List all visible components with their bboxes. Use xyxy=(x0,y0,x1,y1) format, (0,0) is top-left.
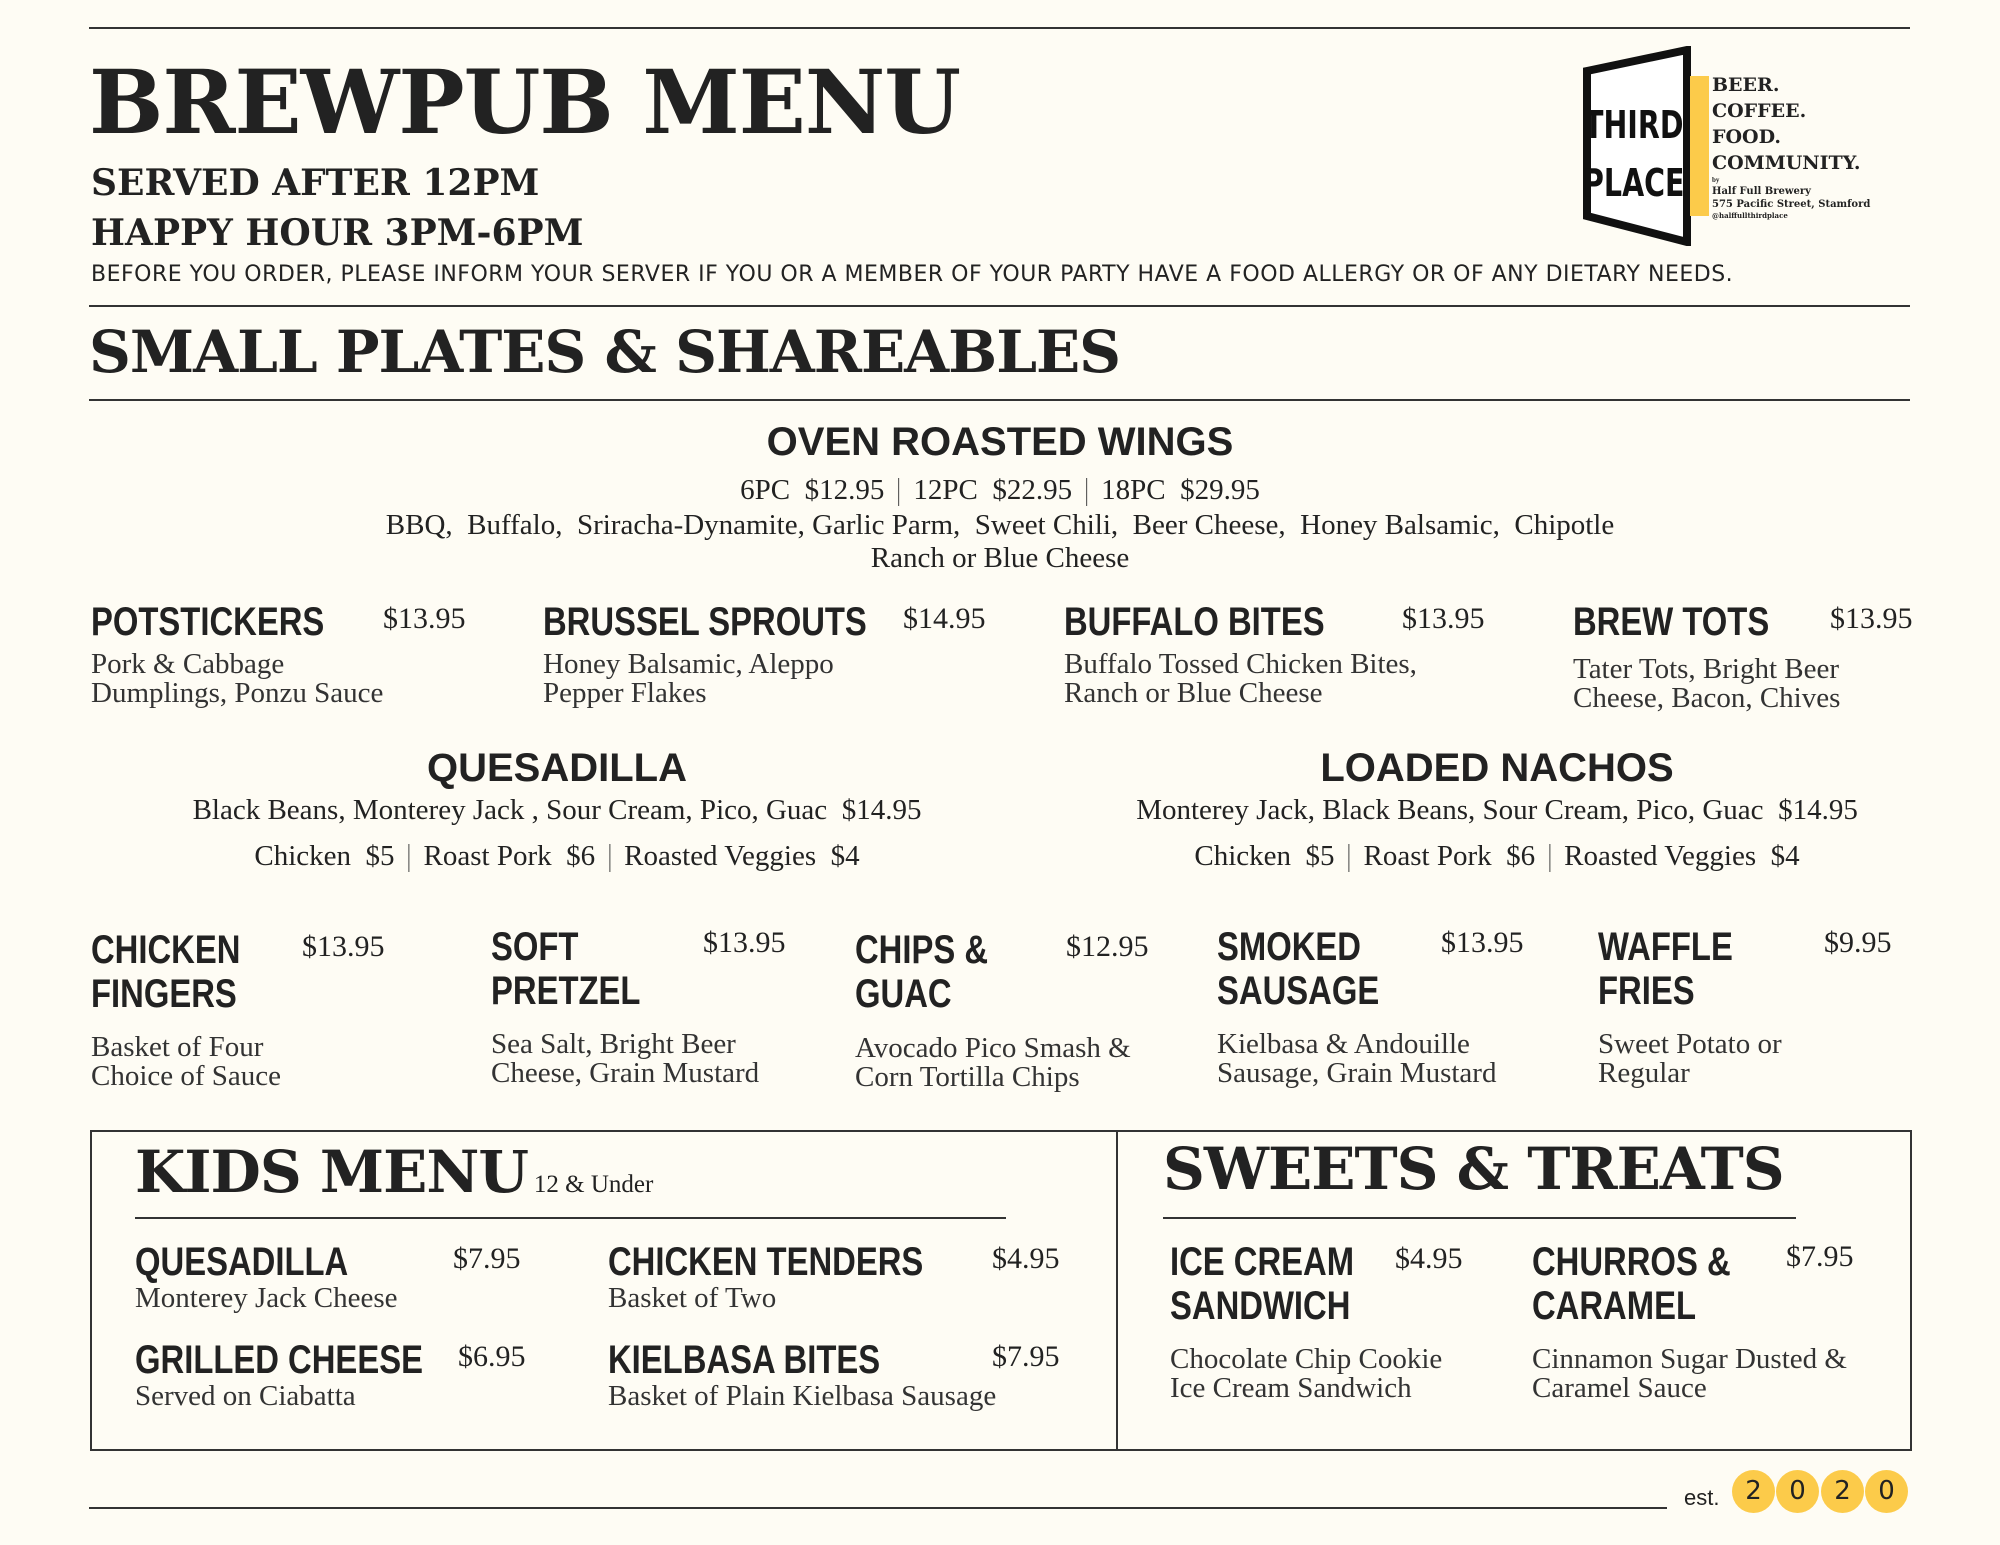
section-heading-sweets: SWEETS & TREATS xyxy=(1163,1135,1784,1203)
item-title: QUESADILLA xyxy=(135,1240,349,1284)
item-title: BREW TOTS xyxy=(1573,600,1770,644)
separator xyxy=(1349,844,1350,872)
item-desc: Basket of Four Choice of Sauce xyxy=(91,1031,282,1092)
item-desc: Sea Salt, Bright Beer Cheese, Grain Mustard xyxy=(491,1028,760,1089)
item-price: $14.95 xyxy=(903,602,986,635)
item-desc: Monterey Jack, Black Beans, Sour Cream, Pico, Guac xyxy=(1136,794,1764,826)
divider xyxy=(89,305,1910,307)
logo-by: by xyxy=(1712,176,1720,184)
addon-price: $5 xyxy=(1305,840,1335,872)
logo-tag: COMMUNITY. xyxy=(1712,152,1861,174)
wings-sauces: BBQ, Buffalo, Sriracha-Dynamite, Garlic Parm, Sweet Chili, Beer Cheese, Honey Balsamic, Chipotle xyxy=(385,509,1615,541)
item-price: $13.95 xyxy=(1441,926,1524,959)
addon-price: $6 xyxy=(566,840,596,872)
item-desc: Served on Ciabatta xyxy=(135,1380,356,1412)
item-title: CHICKEN TENDERS xyxy=(608,1240,924,1284)
divider xyxy=(135,1217,1006,1219)
divider xyxy=(1163,1217,1796,1219)
item-desc: Chocolate Chip Cookie Ice Cream Sandwich xyxy=(1170,1343,1443,1404)
addon-label: Roasted Veggies xyxy=(1564,840,1757,872)
size-price: $12.95 xyxy=(804,474,885,506)
year-digit: 0 xyxy=(1776,1470,1819,1513)
logo-address: 575 Pacific Street, Stamford xyxy=(1712,199,1871,210)
item-title-wings: OVEN ROASTED WINGS xyxy=(766,420,1234,464)
item-price: $4.95 xyxy=(992,1242,1060,1275)
item-price: $13.95 xyxy=(383,602,466,635)
est-label: est. xyxy=(1684,1485,1720,1510)
allergy-notice: BEFORE YOU ORDER, PLEASE INFORM YOUR SERVER IF YOU OR A MEMBER OF YOUR PARTY HAVE A FOOD ALLERGY OR OF ANY DIETARY NEEDS. xyxy=(91,262,1734,287)
item-title-quesadilla: QUESADILLA xyxy=(427,746,687,790)
addon-price: $5 xyxy=(365,840,395,872)
item-price: $9.95 xyxy=(1824,926,1892,959)
quesadilla-addons xyxy=(254,840,859,873)
separator xyxy=(409,844,410,872)
item-desc: Avocado Pico Smash & Corn Tortilla Chips xyxy=(855,1032,1131,1093)
addon-label: Roasted Veggies xyxy=(624,840,817,872)
logo-brewery: Half Full Brewery xyxy=(1712,186,1811,197)
item-price: $12.95 xyxy=(1066,930,1149,963)
separator xyxy=(1086,478,1087,506)
item-price: $6.95 xyxy=(458,1340,526,1373)
item-title: CHIPS & GUAC xyxy=(855,928,989,1016)
item-desc: Kielbasa & Andouille Sausage, Grain Mustard xyxy=(1217,1028,1497,1089)
item-title: ICE CREAM SANDWICH xyxy=(1170,1240,1355,1328)
addon-label: Roast Pork xyxy=(1363,840,1492,872)
item-price: $7.95 xyxy=(453,1242,521,1275)
item-price: $7.95 xyxy=(992,1340,1060,1373)
size-label: 12PC xyxy=(913,474,978,506)
divider xyxy=(89,1507,1667,1509)
item-price: $13.95 xyxy=(1402,602,1485,635)
wings-sauces-2: Ranch or Blue Cheese xyxy=(870,542,1130,574)
logo-tag: BEER. xyxy=(1712,74,1780,96)
kids-heading-row xyxy=(135,1138,653,1206)
size-label: 18PC xyxy=(1101,474,1166,506)
nachos-desc xyxy=(1136,794,1858,827)
addon-price: $4 xyxy=(830,840,860,872)
svg-text:PLACE: PLACE xyxy=(1583,160,1685,206)
divider xyxy=(89,399,1910,401)
item-desc: Basket of Plain Kielbasa Sausage xyxy=(608,1380,997,1412)
item-title: SMOKED SAUSAGE xyxy=(1217,925,1380,1013)
item-desc: Sweet Potato or Regular xyxy=(1598,1028,1782,1089)
addon-label: Chicken xyxy=(1194,840,1292,872)
page-title: BREWPUB MENU xyxy=(89,50,961,154)
logo-tagline xyxy=(1712,72,1870,220)
item-title-nachos: LOADED NACHOS xyxy=(1320,746,1674,790)
addon-label: Roast Pork xyxy=(423,840,552,872)
served-text: SERVED AFTER 12PM xyxy=(91,162,540,204)
item-desc: Pork & Cabbage Dumplings, Ponzu Sauce xyxy=(91,648,384,709)
logo-tag: COFFEE. xyxy=(1712,100,1807,122)
happy-hour-text: HAPPY HOUR 3PM-6PM xyxy=(91,212,584,254)
item-title: BRUSSEL SPROUTS xyxy=(543,600,867,644)
year-digit: 2 xyxy=(1821,1470,1864,1513)
third-place-door-icon xyxy=(1582,46,1694,246)
addon-label: Chicken xyxy=(254,840,352,872)
size-price: $22.95 xyxy=(992,474,1073,506)
quesadilla-desc xyxy=(193,794,922,827)
item-price: $4.95 xyxy=(1395,1242,1463,1275)
separator xyxy=(1549,844,1550,872)
item-title: BUFFALO BITES xyxy=(1064,600,1325,644)
item-title: WAFFLE FRIES xyxy=(1598,925,1733,1013)
item-price: $7.95 xyxy=(1786,1240,1854,1273)
item-title: SOFT PRETZEL xyxy=(491,925,641,1013)
logo-handle: @halffullthirdplace xyxy=(1712,211,1788,220)
item-title: CHURROS & CARAMEL xyxy=(1532,1240,1731,1328)
separator xyxy=(898,478,899,506)
item-title: CHICKEN FINGERS xyxy=(91,928,241,1016)
item-price: $14.95 xyxy=(841,794,922,826)
item-desc: Buffalo Tossed Chicken Bites, Ranch or Blue Cheese xyxy=(1064,648,1417,709)
section-heading-small-plates: SMALL PLATES & SHAREABLES xyxy=(89,318,1121,386)
item-desc: Honey Balsamic, Aleppo Pepper Flakes xyxy=(543,648,834,709)
size-price: $29.95 xyxy=(1180,474,1260,506)
kids-age-note: 12 & Under xyxy=(533,1171,654,1198)
separator xyxy=(609,844,610,872)
wings-sizes xyxy=(740,474,1260,507)
addon-price: $4 xyxy=(1770,840,1800,872)
item-desc: Tater Tots, Bright Beer Cheese, Bacon, Chives xyxy=(1573,653,1841,714)
item-desc: Basket of Two xyxy=(608,1282,777,1314)
item-price: $14.95 xyxy=(1778,794,1858,826)
item-price: $13.95 xyxy=(302,930,385,963)
logo-tag: FOOD. xyxy=(1712,126,1782,148)
section-heading-kids: KIDS MENU xyxy=(135,1138,528,1206)
item-title: GRILLED CHEESE xyxy=(135,1338,423,1382)
item-title: KIELBASA BITES xyxy=(608,1338,881,1382)
addon-price: $6 xyxy=(1506,840,1536,872)
box-divider xyxy=(1116,1130,1118,1449)
size-label: 6PC xyxy=(740,474,791,506)
nachos-addons xyxy=(1194,840,1799,873)
logo-accent-bar xyxy=(1690,76,1709,216)
item-desc: Cinnamon Sugar Dusted & Caramel Sauce xyxy=(1532,1343,1847,1404)
item-price: $13.95 xyxy=(1830,602,1913,635)
item-desc: Monterey Jack Cheese xyxy=(135,1282,398,1314)
svg-text:THIRD: THIRD xyxy=(1584,102,1684,148)
item-title: POTSTICKERS xyxy=(91,600,325,644)
item-price: $13.95 xyxy=(703,926,786,959)
divider xyxy=(89,27,1910,29)
year-digit: 0 xyxy=(1865,1470,1908,1513)
year-digit: 2 xyxy=(1732,1470,1775,1513)
item-desc: Black Beans, Monterey Jack , Sour Cream, Pico, Guac xyxy=(192,794,828,826)
